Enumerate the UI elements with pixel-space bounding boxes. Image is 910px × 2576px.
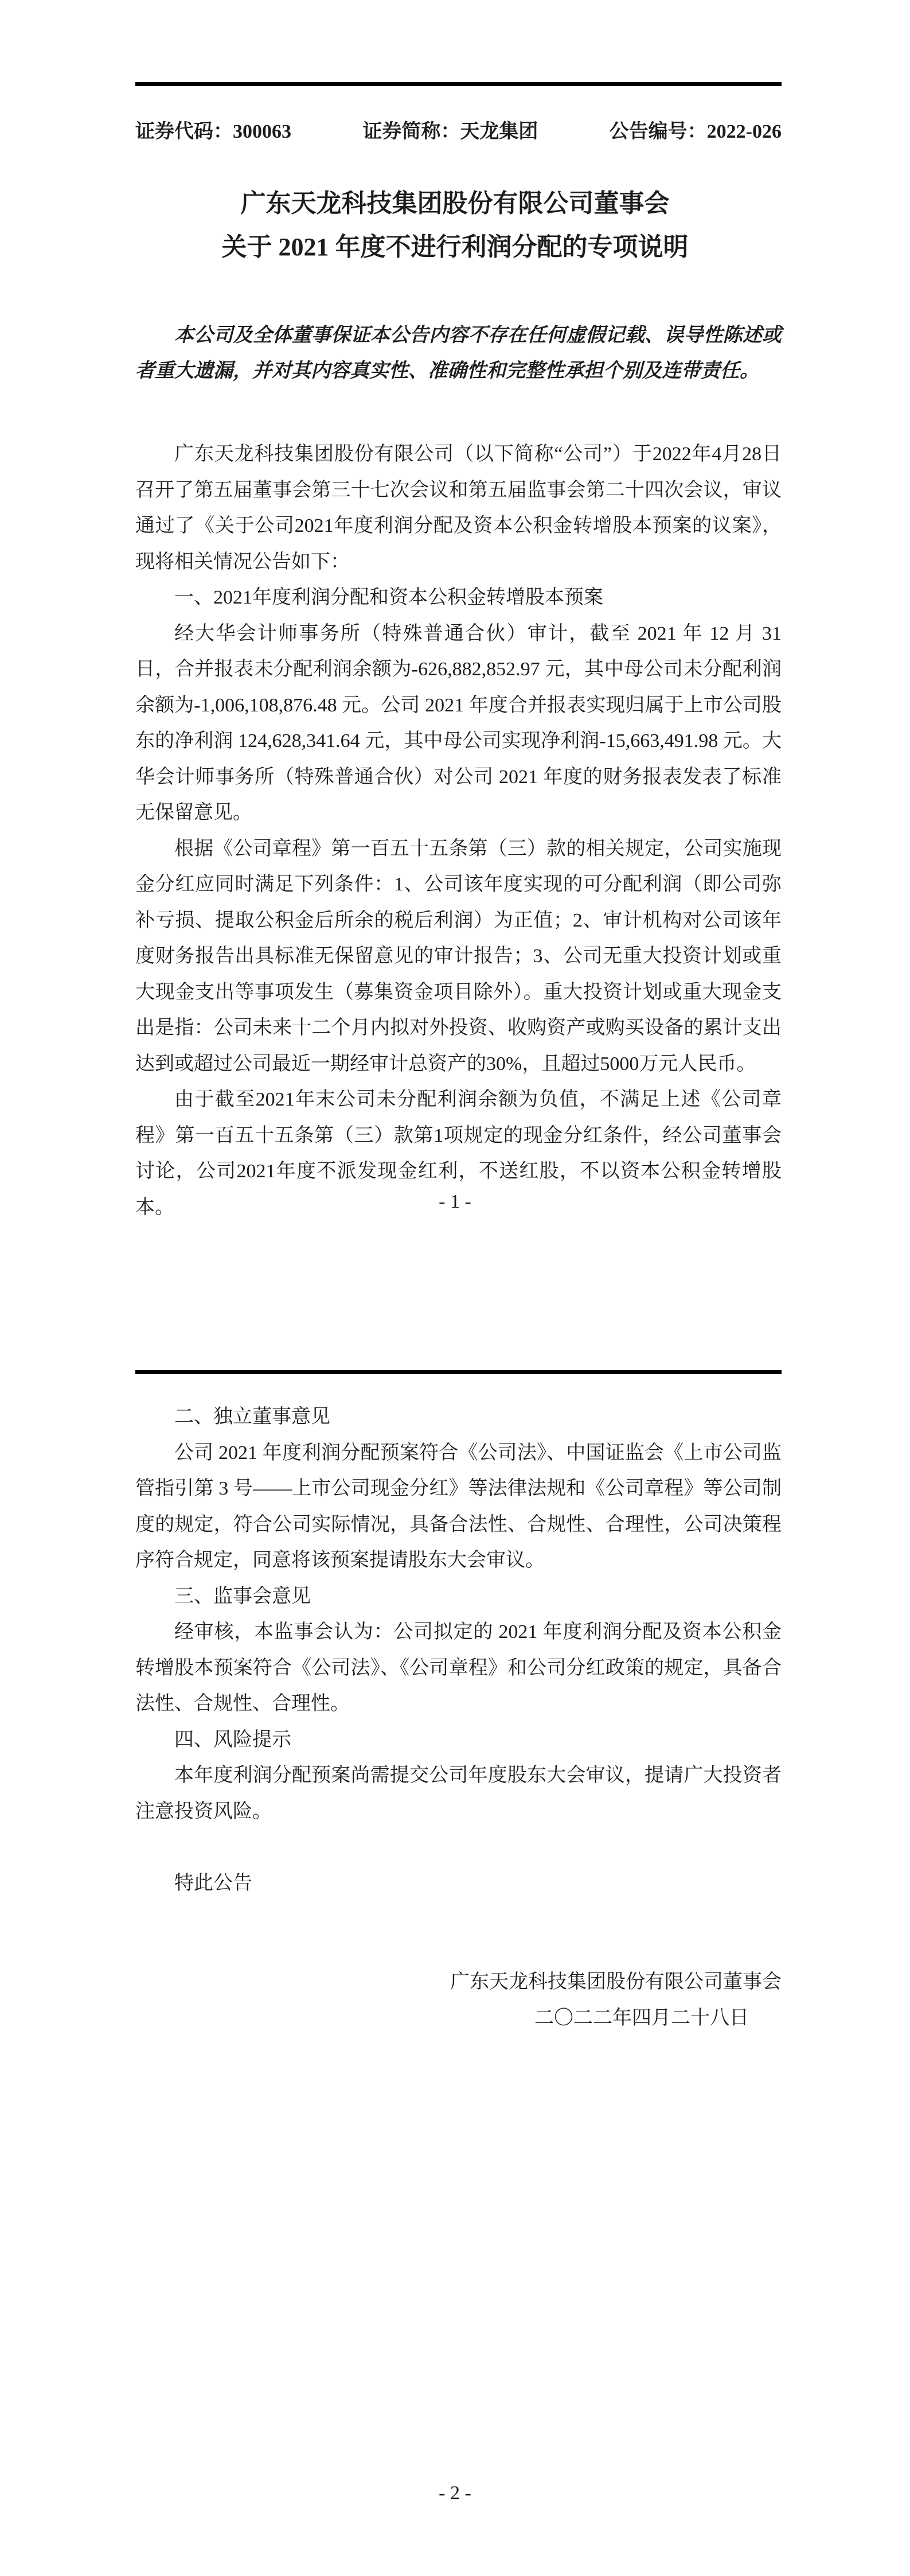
disclaimer-paragraph: 本公司及全体董事保证本公告内容不存在任何虚假记载、误导性陈述或者重大遗漏，并对其内容真实性、准确性和完整性承担个别及连带责任。 [135, 325, 782, 382]
page-1-number: - 1 - [439, 1191, 471, 1212]
title-line-1: 广东天龙科技集团股份有限公司董事会 [240, 189, 670, 217]
stock-code-label: 证券代码：300063 [135, 121, 291, 142]
page1-body [135, 437, 782, 1225]
closing-statement: 特此公告 [174, 1873, 252, 1894]
section-3-paragraph-1: 经审核，本监事会认为：公司拟定的 2021 年度利润分配及资本公积金转增股本预案符合《公司法》、《公司章程》和公司分红政策的规定，具备合法性、合规性、合理性。 [135, 1621, 782, 1714]
document-title [0, 182, 910, 269]
section-1-paragraph-1: 经大华会计师事务所（特殊普通合伙）审计，截至 2021 年 12 月 31 日，合并报表未分配利润余额为-626,882,852.97 元，其中母公司未分配利润余额为-1,006,108,876.48 元。公司 2021 年度合并报表实现归属于上市公司股东的净利润 124,628,341.64 元，其中母公司实现净利润-15,663,491.98 元。大华会计师事务所（特殊普通合伙）对公司 2021 年度的财务报表发表了标准无保留意见。 [135, 622, 782, 823]
page1-top-rule [135, 82, 782, 86]
announcement-number-label: 公告编号：2022-026 [609, 121, 782, 142]
date-line: 二〇二二年四月二十八日 [534, 2007, 749, 2029]
signature-block [135, 1964, 782, 2036]
section-4-heading: 四、风险提示 [174, 1729, 291, 1750]
page2-body [135, 1399, 782, 1902]
section-2-paragraph-1: 公司 2021 年度利润分配预案符合《公司法》、中国证监会《上市公司监管指引第 3 号——上市公司现金分红》等法律法规和《公司章程》等公司制度的规定，符合公司实际情况，具备合法性、合规性、合理性，公司决策程序符合规定，同意将该预案提请股东大会审议。 [135, 1442, 782, 1571]
section-1-paragraph-2: 根据《公司章程》第一百五十五条第（三）款的相关规定，公司实施现金分红应同时满足下列条件：1、公司该年度实现的可分配利润（即公司弥补亏损、提取公积金后所余的税后利润）为正值；2、审计机构对公司该年度财务报告出具标准无保留意见的审计报告；3、公司无重大投资计划或重大现金支出等事项发生（募集资金项目除外）。重大投资计划或重大现金支出是指：公司未来十二个月内拟对外投资、收购资产或购买设备的累计支出达到或超过公司最近一期经审计总资产的30%，且超过5000万元人民币。 [135, 838, 782, 1075]
signature-line: 广东天龙科技集团股份有限公司董事会 [450, 1971, 782, 1993]
section-2-heading: 二、独立董事意见 [174, 1406, 330, 1427]
stock-name-label: 证券简称：天龙集团 [362, 121, 538, 142]
document-header-row [135, 115, 782, 143]
section-3-heading: 三、监事会意见 [174, 1585, 311, 1607]
section-4-paragraph-1: 本年度利润分配预案尚需提交公司年度股东大会审议，提请广大投资者注意投资风险。 [135, 1765, 782, 1822]
title-line-2: 关于 2021 年度不进行利润分配的专项说明 [221, 233, 689, 261]
page-2-number: - 2 - [439, 2482, 471, 2504]
intro-paragraph: 广东天龙科技集团股份有限公司（以下简称“公司”）于2022年4月28日召开了第五届董事会第三十七次会议和第五届监事会第二十四次会议，审议通过了《关于公司2021年度利润分配及资本公积金转增股本预案的议案》，现将相关情况公告如下： [135, 443, 782, 573]
section-1-paragraph-3: 由于截至2021年末公司未分配利润余额为负值，不满足上述《公司章程》第一百五十五条第（三）款第1项规定的现金分红条件，经公司董事会讨论，公司2021年度不派发现金红利，不送红股，不以资本公积金转增股本。 [135, 1089, 782, 1218]
page-2 [0, 1288, 910, 2576]
section-1-heading: 一、2021年度利润分配和资本公积金转增股本预案 [174, 587, 603, 608]
page2-top-rule [135, 1370, 782, 1374]
